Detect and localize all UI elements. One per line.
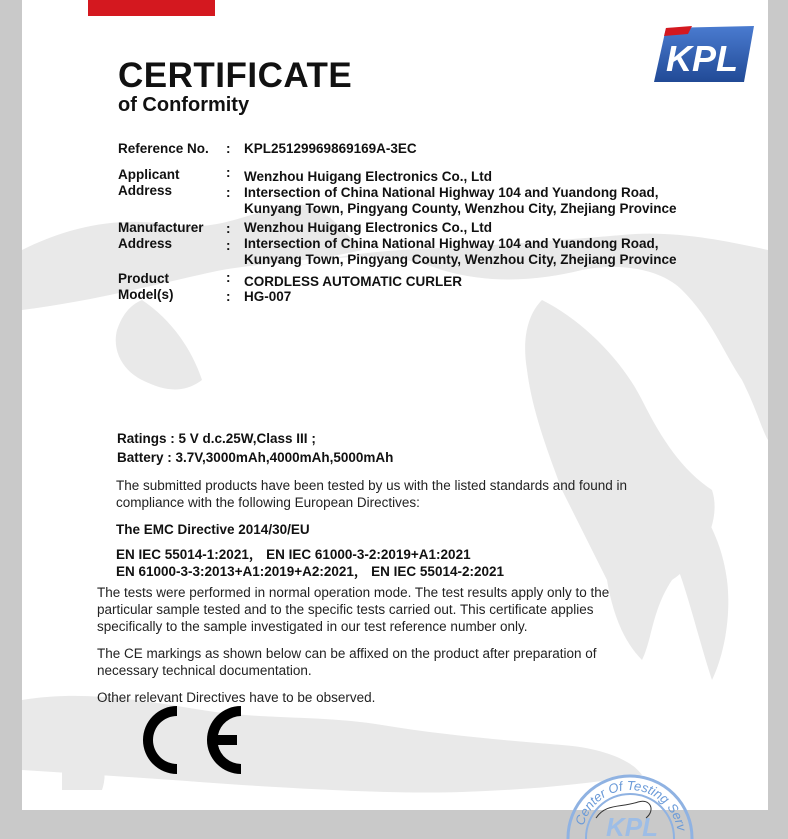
reference-value: KPL25129969869169A-3EC bbox=[244, 141, 417, 156]
applicant-value: Wenzhou Huigang Electronics Co., Ltd bbox=[244, 169, 493, 184]
product-value: CORDLESS AUTOMATIC CURLER bbox=[244, 274, 462, 289]
svg-text:KPL: KPL bbox=[666, 38, 738, 79]
applicant-label: Applicant bbox=[118, 167, 180, 182]
tests-line-1: The tests were performed in normal operation mode. The test results apply only to the bbox=[97, 585, 610, 600]
svg-text:Center Of Testing Serv: Center Of Testing Serv bbox=[572, 777, 690, 833]
certificate-title: CERTIFICATE bbox=[118, 56, 353, 95]
testing-center-stamp bbox=[546, 758, 706, 839]
certificate-sheet bbox=[22, 0, 768, 839]
manufacturer-address-line1: Intersection of China National Highway 104 and Yuandong Road, bbox=[244, 236, 659, 251]
reference-colon: : bbox=[226, 141, 231, 156]
submitted-line-2: compliance with the following European Directives: bbox=[116, 495, 420, 510]
directive-name: The EMC Directive 2014/30/EU bbox=[116, 522, 310, 537]
ce-mark bbox=[137, 700, 247, 780]
manufacturer-address-label: Address bbox=[118, 236, 173, 251]
manufacturer-address-line2: Kunyang Town, Pingyang County, Wenzhou City, Zhejiang Province bbox=[244, 252, 677, 267]
ce-marking-line-1: The CE markings as shown below can be affixed on the product after preparation of bbox=[97, 646, 597, 661]
applicant-address-label: Address bbox=[118, 183, 173, 198]
svg-text:KPL: KPL bbox=[606, 812, 658, 839]
product-colon: : bbox=[226, 270, 231, 285]
manufacturer-address-colon: : bbox=[226, 238, 231, 253]
model-label: Model(s) bbox=[118, 287, 174, 302]
tests-line-3: specifically to the sample investigated in our test reference number only. bbox=[97, 619, 528, 634]
applicant-address-colon: : bbox=[226, 185, 231, 200]
applicant-address-line1: Intersection of China National Highway 104 and Yuandong Road, bbox=[244, 185, 659, 200]
reference-label: Reference No. bbox=[118, 141, 209, 156]
standards-line-2: EN 61000-3-3:2013+A1:2019+A2:2021， EN IEC 55014-2:2021 bbox=[116, 564, 504, 579]
submitted-line-1: The submitted products have been tested by us with the listed standards and found in bbox=[116, 478, 628, 493]
manufacturer-label: Manufacturer bbox=[118, 220, 204, 235]
accent-bar bbox=[88, 0, 215, 16]
other-directives: Other relevant Directives have to be observed. bbox=[97, 690, 376, 705]
applicant-colon: : bbox=[226, 165, 231, 180]
standards-line-1: EN IEC 55014-1:2021， EN IEC 61000-3-2:2019+A1:2021 bbox=[116, 547, 471, 562]
manufacturer-colon: : bbox=[226, 221, 231, 236]
ratings-line: Ratings : 5 V d.c.25W,Class III ; bbox=[117, 431, 316, 446]
ce-marking-line-2: necessary technical documentation. bbox=[97, 663, 312, 678]
certificate-subtitle: of Conformity bbox=[118, 94, 250, 116]
battery-line: Battery : 3.7V,3000mAh,4000mAh,5000mAh bbox=[117, 450, 394, 465]
tests-line-2: particular sample tested and to the specific tests carried out. This certificate applies bbox=[97, 602, 594, 617]
product-label: Product bbox=[118, 271, 170, 286]
manufacturer-value: Wenzhou Huigang Electronics Co., Ltd bbox=[244, 220, 493, 235]
world-map-background bbox=[22, 0, 768, 839]
model-colon: : bbox=[226, 289, 231, 304]
model-value: HG-007 bbox=[244, 289, 292, 304]
applicant-address-line2: Kunyang Town, Pingyang County, Wenzhou City, Zhejiang Province bbox=[244, 201, 677, 216]
kpl-logo bbox=[652, 22, 754, 84]
